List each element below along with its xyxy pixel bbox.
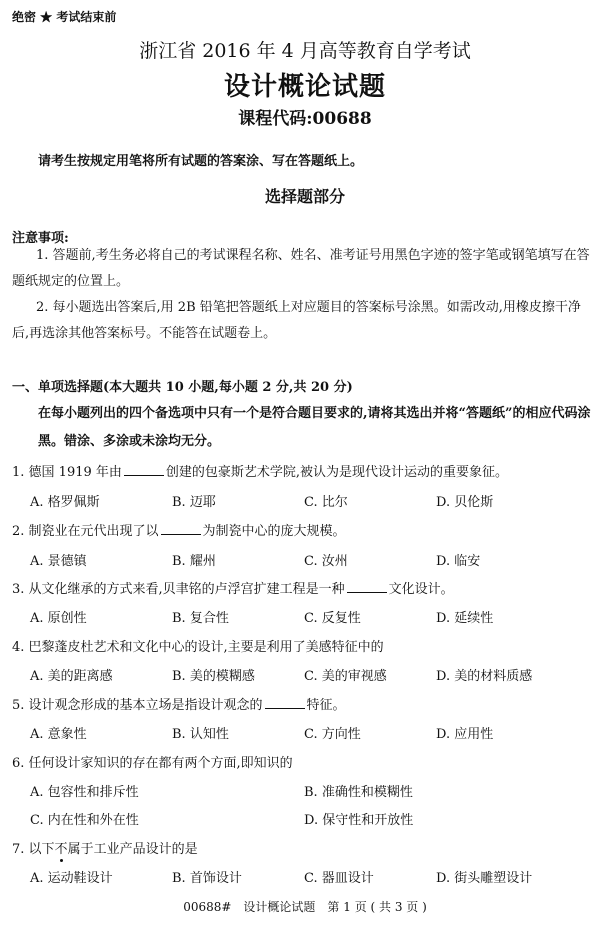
- question-6: [12, 752, 293, 771]
- question-text: 为制瓷中心的庞大规模。: [202, 524, 346, 539]
- answer-blank: [124, 463, 164, 476]
- question-text: 5. 设计观念形成的基本立场是指设计观念的: [12, 698, 263, 713]
- question-text: 6. 任何设计家知识的存在都有两个方面,即知识的: [12, 756, 293, 771]
- answer-blank: [265, 696, 305, 709]
- section-heading: 选择题部分: [264, 187, 345, 206]
- notes-heading: 注意事项:: [12, 231, 69, 246]
- option-b: B. 认知性: [172, 727, 229, 742]
- option-c: C. 比尔: [304, 495, 348, 510]
- question-7: [12, 838, 198, 857]
- subject-title: 设计概论试题: [223, 72, 386, 102]
- option-b: B. 首饰设计: [172, 871, 242, 886]
- option-b: B. 复合性: [172, 611, 229, 626]
- note-2: 2. 每小题选出答案后,用 2B 铅笔把答题纸上对应题目的答案标号涂黑。如需改动,用橡皮擦干净后,再选涂其他答案标号。不能答在试题卷上。: [12, 300, 581, 341]
- option-a: A. 包容性和排斥性: [30, 785, 139, 800]
- option-a: A. 景德镇: [30, 554, 87, 569]
- question-text: 1. 德国 1919 年由: [12, 465, 122, 480]
- question-4: [12, 636, 384, 655]
- option-a: A. 美的距离感: [30, 669, 113, 684]
- answer-blank: [161, 522, 201, 535]
- page-footer: 00688# 设计概论试题 第 1 页 ( 共 3 页 ): [183, 900, 427, 914]
- question-3: [12, 578, 454, 597]
- option-a: A. 意象性: [30, 727, 87, 742]
- option-b: B. 准确性和模糊性: [304, 785, 413, 800]
- question-text: 特征。: [306, 698, 346, 713]
- general-instruction: 请考生按规定用笔将所有试题的答案涂、写在答题纸上。: [38, 154, 364, 169]
- option-c: C. 汝州: [304, 554, 348, 569]
- option-c: C. 器皿设计: [304, 871, 374, 886]
- part-heading: 一、单项选择题(本大题共 10 小题,每小题 2 分,共 20 分): [12, 380, 353, 395]
- option-a: A. 原创性: [30, 611, 87, 626]
- question-text: 4. 巴黎蓬皮杜艺术和文化中心的设计,主要是利用了美感特征中的: [12, 640, 384, 655]
- note-1: 1. 答题前,考生务必将自己的考试课程名称、姓名、准考证号用黑色字迹的签字笔或钢笔填写在答题纸规定的位置上。: [12, 248, 590, 289]
- question-text: 2. 制瓷业在元代出现了以: [12, 524, 159, 539]
- option-c: C. 方向性: [304, 727, 361, 742]
- option-c: C. 美的审视感: [304, 669, 387, 684]
- course-code: 课程代码:00688: [238, 109, 372, 129]
- option-a: A. 运动鞋设计: [30, 871, 113, 886]
- option-d: D. 美的材料质感: [436, 669, 533, 684]
- option-b: B. 耀州: [172, 554, 216, 569]
- question-text: 创建的包豪斯艺术学院,被认为是现代设计运动的重要象征。: [165, 465, 509, 480]
- question-text: 属于工业产品设计的是: [67, 842, 198, 857]
- question-2: [12, 520, 346, 539]
- part-instruction: 在每小题列出的四个备选项中只有一个是符合题目要求的,请将其选出并将“答题纸”的相应代码涂黑。错涂、多涂或未涂均无分。: [38, 406, 591, 449]
- option-d: D. 保守性和开放性: [304, 813, 414, 828]
- option-b: B. 迈耶: [172, 495, 216, 510]
- question-1: [12, 461, 508, 480]
- answer-blank: [347, 580, 387, 593]
- question-5: [12, 694, 346, 713]
- option-b: B. 美的模糊感: [172, 669, 255, 684]
- option-d: D. 贝伦斯: [436, 495, 494, 510]
- emphasis-word: 不: [54, 842, 68, 857]
- option-d: D. 延续性: [436, 611, 494, 626]
- question-text: 3. 从文化继承的方式来看,贝聿铭的卢浮宫扩建工程是一种: [12, 582, 345, 597]
- option-c: C. 反复性: [304, 611, 361, 626]
- option-d: D. 应用性: [436, 727, 494, 742]
- question-text: 7. 以下: [12, 842, 55, 857]
- confidential-label: 绝密 ★ 考试结束前: [12, 10, 117, 24]
- option-a: A. 格罗佩斯: [30, 495, 100, 510]
- exam-title: 浙江省 2016 年 4 月高等教育自学考试: [139, 40, 471, 62]
- option-c: C. 内在性和外在性: [30, 813, 139, 828]
- option-d: D. 临安: [436, 554, 481, 569]
- question-text: 文化设计。: [388, 582, 454, 597]
- option-d: D. 街头雕塑设计: [436, 871, 533, 886]
